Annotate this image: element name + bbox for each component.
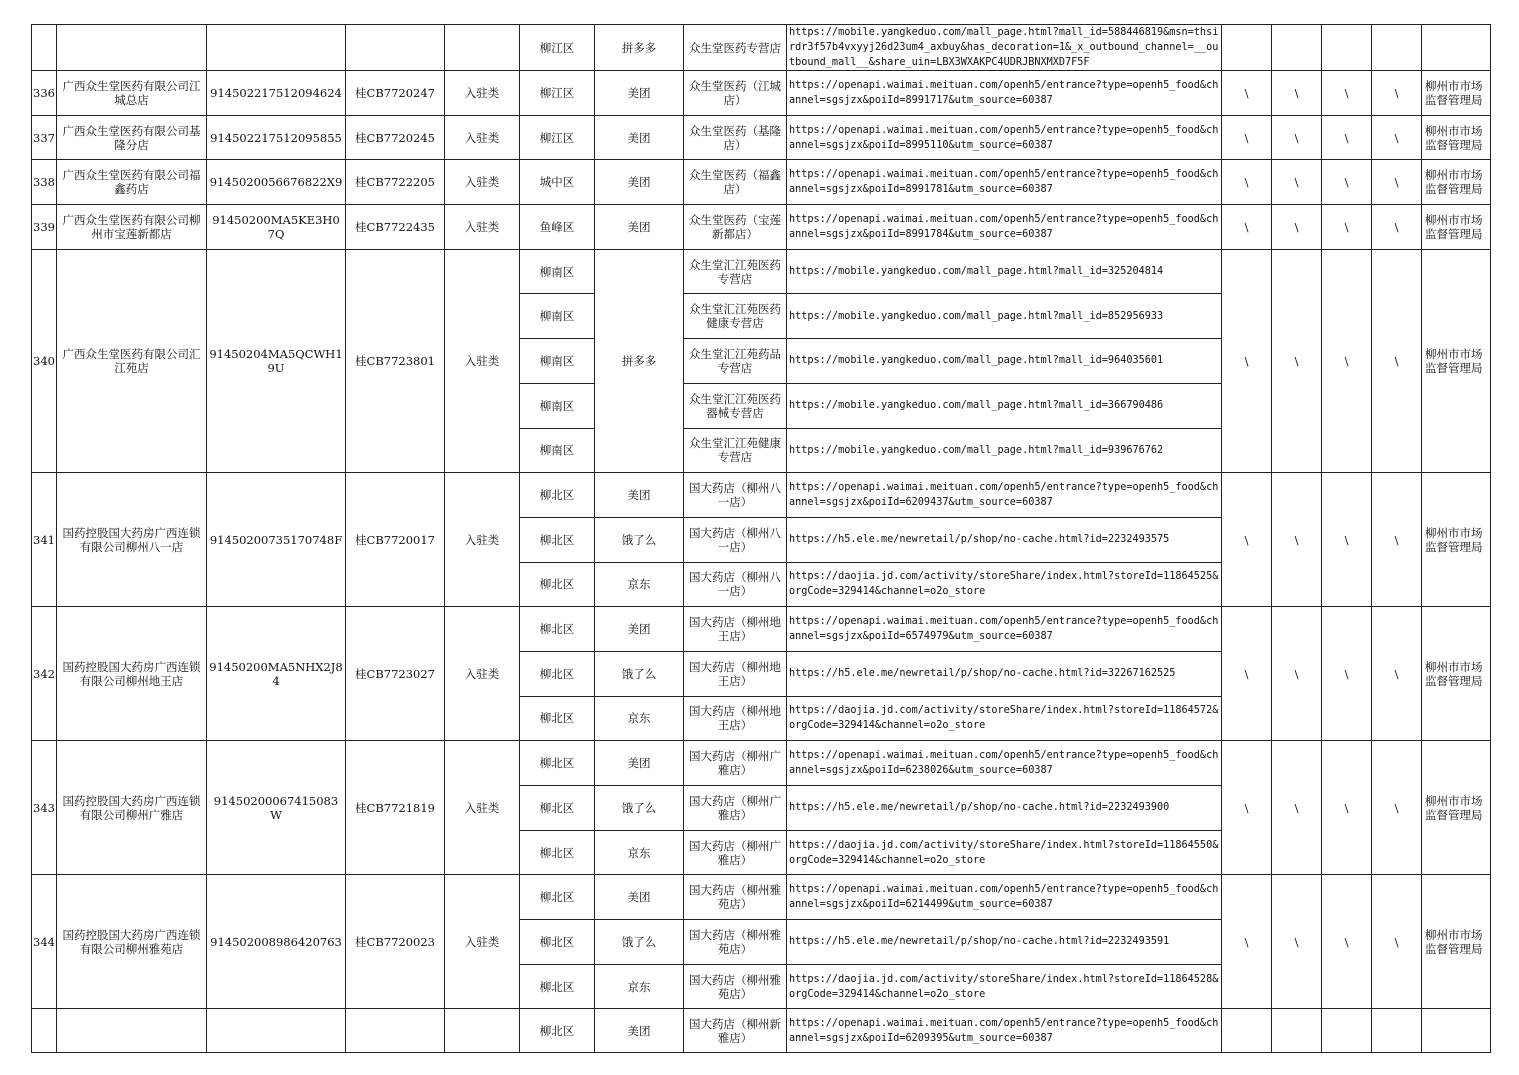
district-cell: 柳北区 xyxy=(520,651,595,696)
blank-marker-cell: \ xyxy=(1222,473,1272,607)
store-url-cell: https://openapi.waimai.meituan.com/openh5/entrance?type=openh5_food&channel=sgsjzx&poiId=6574979&utm_source=60387 xyxy=(787,607,1222,652)
table-row xyxy=(32,875,1491,920)
district-cell: 柳北区 xyxy=(520,830,595,875)
blank-marker-cell: \ xyxy=(1222,205,1272,250)
store-name-cell: 国大药店（柳州八一店） xyxy=(684,517,787,562)
store-name-cell: 国大药店（柳州地王店） xyxy=(684,651,787,696)
company-cell xyxy=(57,25,207,71)
table-row xyxy=(32,205,1491,250)
store-name-cell: 众生堂医药（江城店） xyxy=(684,71,787,116)
license-cell: 桂CB7722435 xyxy=(346,205,445,250)
store-url-cell: https://mobile.yangkeduo.com/mall_page.html?mall_id=939676762 xyxy=(787,428,1222,473)
blank-marker-cell: \ xyxy=(1322,160,1372,205)
district-cell: 柳南区 xyxy=(520,428,595,473)
district-cell: 柳北区 xyxy=(520,741,595,786)
authority-cell xyxy=(1422,25,1491,71)
blank-marker-cell: \ xyxy=(1322,741,1372,875)
blank-marker-cell: \ xyxy=(1322,473,1372,607)
platform-cell: 美团 xyxy=(595,160,684,205)
store-url-cell: https://daojia.jd.com/activity/storeShare/index.html?storeId=11864550&orgCode=329414&channel=o2o_store xyxy=(787,830,1222,875)
store-name-cell: 众生堂汇江苑药品专营店 xyxy=(684,339,787,384)
blank-marker-cell: \ xyxy=(1372,249,1422,472)
platform-cell: 拼多多 xyxy=(595,249,684,472)
store-url-cell: https://openapi.waimai.meituan.com/openh5/entrance?type=openh5_food&channel=sgsjzx&poiId=8991781&utm_source=60387 xyxy=(787,160,1222,205)
blank-marker-cell: \ xyxy=(1372,741,1422,875)
district-cell: 柳北区 xyxy=(520,875,595,920)
store-name-cell: 国大药店（柳州新雅店） xyxy=(684,1009,787,1053)
table-row xyxy=(32,160,1491,205)
store-url-cell: https://openapi.waimai.meituan.com/openh5/entrance?type=openh5_food&channel=sgsjzx&poiId=6209437&utm_source=60387 xyxy=(787,473,1222,518)
type-cell: 入驻类 xyxy=(445,71,520,116)
platform-cell: 拼多多 xyxy=(595,25,684,71)
store-name-cell: 众生堂汇江苑医药专营店 xyxy=(684,249,787,294)
store-url-cell: https://mobile.yangkeduo.com/mall_page.html?mall_id=325204814 xyxy=(787,249,1222,294)
company-cell xyxy=(57,1009,207,1053)
store-url-cell: https://h5.ele.me/newretail/p/shop/no-cache.html?id=32267162525 xyxy=(787,651,1222,696)
platform-cell: 美团 xyxy=(595,71,684,116)
type-cell: 入驻类 xyxy=(445,607,520,741)
blank-cell xyxy=(1272,25,1322,71)
authority-cell: 柳州市市场监督管理局 xyxy=(1422,205,1491,250)
row-no-cell: 343 xyxy=(32,741,57,875)
district-cell: 柳北区 xyxy=(520,1009,595,1053)
platform-cell: 美团 xyxy=(595,1009,684,1053)
type-cell: 入驻类 xyxy=(445,160,520,205)
blank-marker-cell: \ xyxy=(1272,249,1322,472)
table-row xyxy=(32,607,1491,652)
table-row xyxy=(32,71,1491,116)
blank-marker-cell: \ xyxy=(1272,741,1322,875)
row-no-cell: 337 xyxy=(32,115,57,160)
store-url-cell: https://h5.ele.me/newretail/p/shop/no-cache.html?id=2232493575 xyxy=(787,517,1222,562)
credit-code-cell: 91450200566768​22X9 xyxy=(207,160,346,205)
platform-cell: 饿了么 xyxy=(595,517,684,562)
district-cell: 柳南区 xyxy=(520,249,595,294)
table-row xyxy=(32,1009,1491,1053)
platform-cell: 美团 xyxy=(595,741,684,786)
blank-marker-cell: \ xyxy=(1222,741,1272,875)
credit-code-cell: 91450200067415083W xyxy=(207,741,346,875)
platform-cell: 美团 xyxy=(595,607,684,652)
store-name-cell: 国大药店（柳州地王店） xyxy=(684,696,787,741)
type-cell: 入驻类 xyxy=(445,249,520,472)
store-name-cell: 国大药店（柳州雅苑店） xyxy=(684,964,787,1009)
store-url-cell: https://mobile.yangkeduo.com/mall_page.html?mall_id=588446819&msn=thsirdr3f57b4vxyyj26d23um4_axbuy&has_decoration=1&_x_outbound_channel=__outbound_mall__&share_uin=LBX3WXAKPC4UDRJBNXMXD7F5F xyxy=(787,25,1222,71)
company-cell: 广西众生堂医药有限公司基隆分店 xyxy=(57,115,207,160)
store-name-cell: 众生堂医药（宝莲新都店） xyxy=(684,205,787,250)
store-url-cell: https://daojia.jd.com/activity/storeShare/index.html?storeId=11864528&orgCode=329414&channel=o2o_store xyxy=(787,964,1222,1009)
blank-marker-cell: \ xyxy=(1372,115,1422,160)
store-url-cell: https://mobile.yangkeduo.com/mall_page.html?mall_id=964035601 xyxy=(787,339,1222,384)
license-cell: 桂CB7723801 xyxy=(346,249,445,472)
district-cell: 柳南区 xyxy=(520,294,595,339)
credit-code-cell: 914502217512095855 xyxy=(207,115,346,160)
blank-marker-cell: \ xyxy=(1372,875,1422,1009)
table-row xyxy=(32,473,1491,518)
row-no-cell: 341 xyxy=(32,473,57,607)
platform-cell: 美团 xyxy=(595,875,684,920)
platform-cell: 京东 xyxy=(595,696,684,741)
row-no-cell: 339 xyxy=(32,205,57,250)
license-cell: 桂CB7721819 xyxy=(346,741,445,875)
store-url-cell: https://openapi.waimai.meituan.com/openh5/entrance?type=openh5_food&channel=sgsjzx&poiId=8991784&utm_source=60387 xyxy=(787,205,1222,250)
blank-marker-cell: \ xyxy=(1272,160,1322,205)
district-cell: 柳北区 xyxy=(520,920,595,965)
district-cell: 柳江区 xyxy=(520,71,595,116)
blank-marker-cell: \ xyxy=(1322,71,1372,116)
store-name-cell: 国大药店（柳州地王店） xyxy=(684,607,787,652)
row-no-cell: 342 xyxy=(32,607,57,741)
platform-cell: 美团 xyxy=(595,205,684,250)
license-cell: 桂CB7720245 xyxy=(346,115,445,160)
district-cell: 柳江区 xyxy=(520,115,595,160)
company-cell: 国药控股国大药房广西连锁有限公司柳州地王店 xyxy=(57,607,207,741)
row-no-cell: 336 xyxy=(32,71,57,116)
blank-marker-cell: \ xyxy=(1222,160,1272,205)
blank-cell xyxy=(1372,25,1422,71)
store-url-cell: https://openapi.waimai.meituan.com/openh5/entrance?type=openh5_food&channel=sgsjzx&poiId=8991717&utm_source=60387 xyxy=(787,71,1222,116)
platform-cell: 饿了么 xyxy=(595,920,684,965)
license-cell: 桂CB7723027 xyxy=(346,607,445,741)
blank-marker-cell: \ xyxy=(1222,71,1272,116)
store-name-cell: 众生堂汇江苑健康专营店 xyxy=(684,428,787,473)
blank-marker-cell: \ xyxy=(1372,71,1422,116)
credit-code-cell: 91450200735170748F xyxy=(207,473,346,607)
blank-cell xyxy=(1222,1009,1272,1053)
type-cell: 入驻类 xyxy=(445,115,520,160)
district-cell: 柳北区 xyxy=(520,786,595,831)
blank-marker-cell: \ xyxy=(1272,71,1322,116)
credit-code-cell xyxy=(207,1009,346,1053)
store-url-cell: https://daojia.jd.com/activity/storeShare/index.html?storeId=11864525&orgCode=329414&channel=o2o_store xyxy=(787,562,1222,607)
store-url-cell: https://mobile.yangkeduo.com/mall_page.html?mall_id=852956933 xyxy=(787,294,1222,339)
blank-marker-cell: \ xyxy=(1272,607,1322,741)
store-name-cell: 众生堂医药（福鑫店） xyxy=(684,160,787,205)
type-cell xyxy=(445,1009,520,1053)
store-url-cell: https://openapi.waimai.meituan.com/openh5/entrance?type=openh5_food&channel=sgsjzx&poiId=6209395&utm_source=60387 xyxy=(787,1009,1222,1053)
license-cell xyxy=(346,25,445,71)
authority-cell: 柳州市市场监督管理局 xyxy=(1422,115,1491,160)
blank-marker-cell: \ xyxy=(1272,473,1322,607)
blank-marker-cell: \ xyxy=(1372,205,1422,250)
type-cell: 入驻类 xyxy=(445,741,520,875)
blank-cell xyxy=(1372,1009,1422,1053)
district-cell: 柳南区 xyxy=(520,339,595,384)
table-row xyxy=(32,115,1491,160)
store-name-cell: 国大药店（柳州广雅店） xyxy=(684,741,787,786)
blank-marker-cell: \ xyxy=(1222,607,1272,741)
license-cell xyxy=(346,1009,445,1053)
license-cell: 桂CB7720247 xyxy=(346,71,445,116)
authority-cell: 柳州市市场监督管理局 xyxy=(1422,160,1491,205)
license-cell: 桂CB7720017 xyxy=(346,473,445,607)
blank-cell xyxy=(1222,25,1272,71)
store-name-cell: 国大药店（柳州雅苑店） xyxy=(684,920,787,965)
blank-marker-cell: \ xyxy=(1272,115,1322,160)
blank-marker-cell: \ xyxy=(1272,205,1322,250)
store-name-cell: 众生堂医药（基隆店） xyxy=(684,115,787,160)
district-cell: 鱼峰区 xyxy=(520,205,595,250)
store-url-cell: https://h5.ele.me/newretail/p/shop/no-cache.html?id=2232493591 xyxy=(787,920,1222,965)
district-cell: 柳北区 xyxy=(520,964,595,1009)
credit-code-cell: 914502217512094624 xyxy=(207,71,346,116)
blank-marker-cell: \ xyxy=(1322,607,1372,741)
district-cell: 柳江区 xyxy=(520,25,595,71)
table-row xyxy=(32,741,1491,786)
store-name-cell: 众生堂汇江苑医药器械专营店 xyxy=(684,383,787,428)
blank-marker-cell: \ xyxy=(1222,875,1272,1009)
authority-cell: 柳州市市场监督管理局 xyxy=(1422,249,1491,472)
blank-cell xyxy=(1322,1009,1372,1053)
blank-marker-cell: \ xyxy=(1222,115,1272,160)
license-cell: 桂CB7722205 xyxy=(346,160,445,205)
platform-cell: 京东 xyxy=(595,964,684,1009)
store-name-cell: 众生堂汇江苑医药健康专营店 xyxy=(684,294,787,339)
credit-code-cell: 914502008986420763 xyxy=(207,875,346,1009)
district-cell: 柳北区 xyxy=(520,517,595,562)
authority-cell: 柳州市市场监督管理局 xyxy=(1422,875,1491,1009)
company-cell: 国药控股国大药房广西连锁有限公司柳州广雅店 xyxy=(57,741,207,875)
district-cell: 柳北区 xyxy=(520,696,595,741)
blank-marker-cell: \ xyxy=(1372,607,1422,741)
credit-code-cell: 91450204MA5QCWH19U xyxy=(207,249,346,472)
platform-cell: 饿了么 xyxy=(595,651,684,696)
store-url-cell: https://openapi.waimai.meituan.com/openh5/entrance?type=openh5_food&channel=sgsjzx&poiId=6214499&utm_source=60387 xyxy=(787,875,1222,920)
type-cell: 入驻类 xyxy=(445,205,520,250)
store-url-cell: https://mobile.yangkeduo.com/mall_page.html?mall_id=366790486 xyxy=(787,383,1222,428)
store-name-cell: 众生堂医药专营店 xyxy=(684,25,787,71)
district-cell: 城中区 xyxy=(520,160,595,205)
authority-cell: 柳州市市场监督管理局 xyxy=(1422,741,1491,875)
district-cell: 柳北区 xyxy=(520,607,595,652)
store-name-cell: 国大药店（柳州八一店） xyxy=(684,473,787,518)
store-name-cell: 国大药店（柳州雅苑店） xyxy=(684,875,787,920)
type-cell: 入驻类 xyxy=(445,473,520,607)
blank-marker-cell: \ xyxy=(1322,249,1372,472)
blank-cell xyxy=(1272,1009,1322,1053)
blank-marker-cell: \ xyxy=(1372,473,1422,607)
blank-marker-cell: \ xyxy=(1322,875,1372,1009)
store-registry-table xyxy=(31,24,1491,1053)
row-no-cell xyxy=(32,1009,57,1053)
row-no-cell xyxy=(32,25,57,71)
platform-cell: 美团 xyxy=(595,115,684,160)
company-cell: 国药控股国大药房广西连锁有限公司柳州雅苑店 xyxy=(57,875,207,1009)
blank-marker-cell: \ xyxy=(1272,875,1322,1009)
district-cell: 柳北区 xyxy=(520,562,595,607)
blank-marker-cell: \ xyxy=(1322,115,1372,160)
district-cell: 柳北区 xyxy=(520,473,595,518)
license-cell: 桂CB7720023 xyxy=(346,875,445,1009)
row-no-cell: 340 xyxy=(32,249,57,472)
blank-marker-cell: \ xyxy=(1372,160,1422,205)
authority-cell: 柳州市市场监督管理局 xyxy=(1422,71,1491,116)
company-cell: 广西众生堂医药有限公司汇江苑店 xyxy=(57,249,207,472)
credit-code-cell xyxy=(207,25,346,71)
authority-cell: 柳州市市场监督管理局 xyxy=(1422,607,1491,741)
company-cell: 国药控股国大药房广西连锁有限公司柳州八一店 xyxy=(57,473,207,607)
table-row xyxy=(32,249,1491,294)
authority-cell xyxy=(1422,1009,1491,1053)
store-name-cell: 国大药店（柳州广雅店） xyxy=(684,830,787,875)
platform-cell: 美团 xyxy=(595,473,684,518)
type-cell xyxy=(445,25,520,71)
credit-code-cell: 91450200MA5KE3H07Q xyxy=(207,205,346,250)
store-name-cell: 国大药店（柳州广雅店） xyxy=(684,786,787,831)
company-cell: 广西众生堂医药有限公司福鑫药店 xyxy=(57,160,207,205)
platform-cell: 饿了么 xyxy=(595,786,684,831)
store-name-cell: 国大药店（柳州八一店） xyxy=(684,562,787,607)
row-no-cell: 344 xyxy=(32,875,57,1009)
blank-marker-cell: \ xyxy=(1322,205,1372,250)
platform-cell: 京东 xyxy=(595,562,684,607)
store-url-cell: https://h5.ele.me/newretail/p/shop/no-cache.html?id=2232493900 xyxy=(787,786,1222,831)
type-cell: 入驻类 xyxy=(445,875,520,1009)
blank-marker-cell: \ xyxy=(1222,249,1272,472)
store-url-cell: https://openapi.waimai.meituan.com/openh5/entrance?type=openh5_food&channel=sgsjzx&poiId=8995110&utm_source=60387 xyxy=(787,115,1222,160)
company-cell: 广西众生堂医药有限公司柳州市宝莲新都店 xyxy=(57,205,207,250)
district-cell: 柳南区 xyxy=(520,383,595,428)
credit-code-cell: 91450200MA5NHX2J84 xyxy=(207,607,346,741)
row-no-cell: 338 xyxy=(32,160,57,205)
blank-cell xyxy=(1322,25,1372,71)
company-cell: 广西众生堂医药有限公司江城总店 xyxy=(57,71,207,116)
store-url-cell: https://openapi.waimai.meituan.com/openh5/entrance?type=openh5_food&channel=sgsjzx&poiId=6238026&utm_source=60387 xyxy=(787,741,1222,786)
authority-cell: 柳州市市场监督管理局 xyxy=(1422,473,1491,607)
table-row xyxy=(32,25,1491,71)
platform-cell: 京东 xyxy=(595,830,684,875)
store-url-cell: https://daojia.jd.com/activity/storeShare/index.html?storeId=11864572&orgCode=329414&channel=o2o_store xyxy=(787,696,1222,741)
